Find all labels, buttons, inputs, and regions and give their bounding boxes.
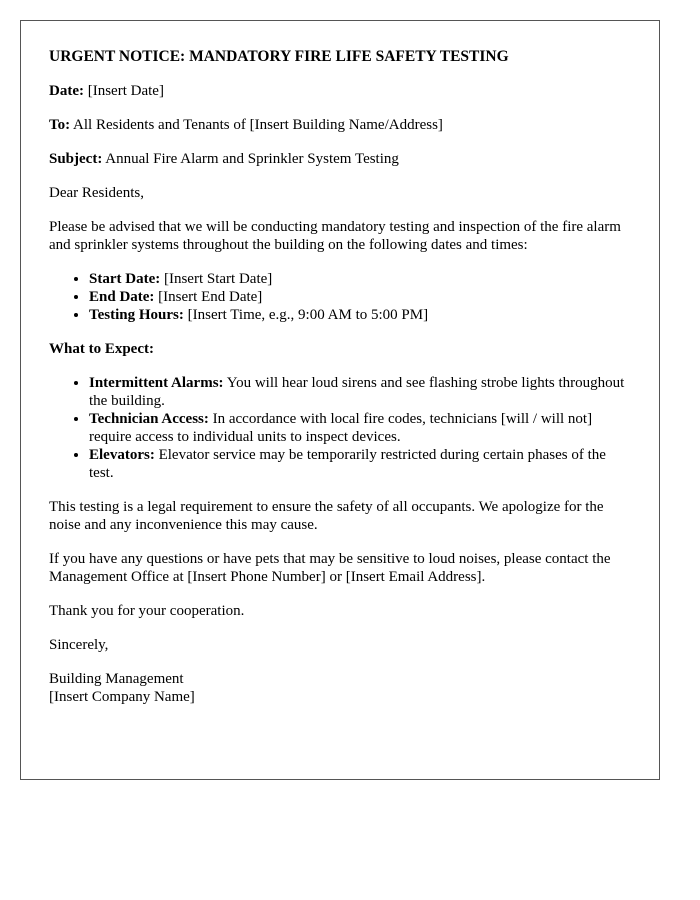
expectation-item-elevators: [89, 446, 631, 482]
schedule-item-value: [Insert Start Date]: [160, 271, 273, 287]
expectation-item-label: Intermittent Alarms:: [89, 375, 224, 391]
signature-company: [Insert Company Name]: [49, 689, 195, 705]
intro-paragraph: Please be advised that we will be conducting mandatory testing and inspection of the fire alarm and sprinkler systems throughout the building on the following dates and times:: [49, 219, 621, 253]
date-value: [Insert Date]: [83, 83, 164, 99]
notice-document: [20, 20, 660, 780]
schedule-item-label: Start Date:: [89, 271, 161, 287]
schedule-item-start-date: [89, 270, 631, 288]
schedule-item-label: Testing Hours:: [89, 307, 184, 323]
expectation-item-label: Technician Access:: [89, 411, 209, 427]
schedule-item-testing-hours: [89, 306, 631, 324]
to-label: To:: [49, 117, 71, 133]
expectation-item-value: In accordance with local fire codes, technicians [will / will not] require access to individual units to inspect devices.: [89, 411, 593, 445]
expectation-item-value: You will hear loud sirens and see flashing strobe lights throughout the building.: [89, 375, 625, 409]
subject-label: Subject:: [49, 151, 103, 167]
schedule-item-end-date: [89, 288, 631, 306]
schedule-item-value: [Insert End Date]: [154, 289, 263, 305]
date-label: Date:: [49, 83, 84, 99]
salutation: Dear Residents,: [49, 185, 144, 201]
schedule-list: [49, 270, 631, 324]
to-value: All Residents and Tenants of [Insert Building Name/Address]: [70, 117, 443, 133]
signature-block: [49, 670, 631, 706]
contact-paragraph: If you have any questions or have pets that may be sensitive to loud noises, please contact the Management Office at [Insert Phone Number] or [Insert Email Address].: [49, 551, 611, 585]
expect-heading: What to Expect:: [49, 341, 154, 357]
subject-line: [49, 150, 631, 168]
to-line: [49, 116, 631, 134]
expectation-item-alarms: [89, 374, 631, 410]
closing-line: Sincerely,: [49, 637, 109, 653]
expectation-item-value: Elevator service may be temporarily restricted during certain phases of the test.: [89, 447, 606, 481]
legal-paragraph: This testing is a legal requirement to ensure the safety of all occupants. We apologize for the noise and any inconvenience this may cause.: [49, 499, 604, 533]
expectation-item-label: Elevators:: [89, 447, 155, 463]
date-line: [49, 82, 631, 100]
schedule-item-label: End Date:: [89, 289, 155, 305]
subject-value: Annual Fire Alarm and Sprinkler System Testing: [102, 151, 399, 167]
notice-title: URGENT NOTICE: MANDATORY FIRE LIFE SAFETY TESTING: [49, 48, 509, 65]
expectations-list: [49, 374, 631, 482]
expectation-item-technician-access: [89, 410, 631, 446]
schedule-item-value: [Insert Time, e.g., 9:00 AM to 5:00 PM]: [183, 307, 429, 323]
thanks-line: Thank you for your cooperation.: [49, 603, 245, 619]
signature-name: Building Management: [49, 671, 184, 687]
